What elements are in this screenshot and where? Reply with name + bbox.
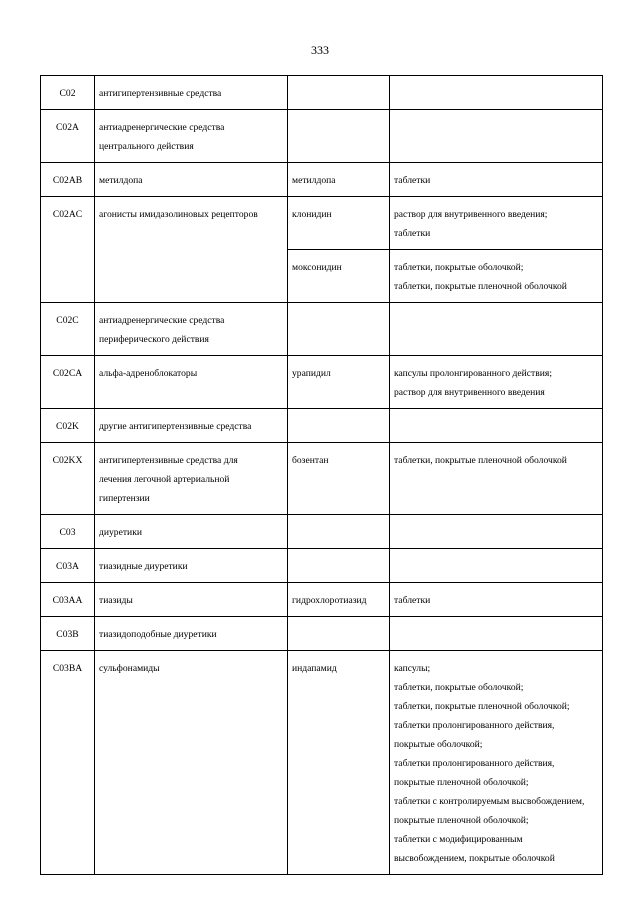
- table-row: [41, 617, 603, 651]
- drug-name-cell: [288, 110, 390, 163]
- dosage-form-cell: [390, 409, 603, 443]
- group-name-cell: тиазиды: [95, 583, 288, 617]
- group-name-cell: антиадренергические средства периферического действия: [95, 303, 288, 356]
- atc-code-cell: C02KX: [41, 443, 95, 515]
- table-row: [41, 409, 603, 443]
- atc-code-cell: C03A: [41, 549, 95, 583]
- group-name-cell: метилдопа: [95, 163, 288, 197]
- table-row: [41, 110, 603, 163]
- medication-table: [40, 75, 603, 875]
- drug-name-cell: урапидил: [288, 356, 390, 409]
- atc-code-cell: C02C: [41, 303, 95, 356]
- atc-code-cell: C03: [41, 515, 95, 549]
- dosage-form-cell: [390, 515, 603, 549]
- drug-name-cell: метилдопа: [288, 163, 390, 197]
- dosage-form-cell: таблетки: [390, 163, 603, 197]
- dosage-form-cell: раствор для внутривенного введения; таблетки: [390, 197, 603, 250]
- atc-code-cell: C02K: [41, 409, 95, 443]
- drug-name-cell: [288, 76, 390, 110]
- group-name-cell: сульфонамиды: [95, 651, 288, 875]
- group-name-cell: альфа-адреноблокаторы: [95, 356, 288, 409]
- dosage-form-cell: капсулы; таблетки, покрытые оболочкой; таблетки, покрытые пленочной оболочкой; таблетки пролонгированного действия, покрытые оболочкой; таблетки пролонгированного действия, покрытые пленочной оболочкой; таблетки с контролируемым высвобождением, покрытые пленочной оболочкой; таблетки с модифицированным высвобождением, покрытые оболочкой: [390, 651, 603, 875]
- dosage-form-cell: таблетки, покрытые оболочкой; таблетки, покрытые пленочной оболочкой: [390, 250, 603, 303]
- table-row: [41, 651, 603, 875]
- atc-code-cell: C02: [41, 76, 95, 110]
- group-name-cell: антигипертензивные средства: [95, 76, 288, 110]
- drug-name-cell: моксонидин: [288, 250, 390, 303]
- table-row: [41, 303, 603, 356]
- drug-name-cell: бозентан: [288, 443, 390, 515]
- dosage-form-cell: капсулы пролонгированного действия; раствор для внутривенного введения: [390, 356, 603, 409]
- group-name-cell: агонисты имидазолиновых рецепторов: [95, 197, 288, 303]
- atc-code-cell: C03B: [41, 617, 95, 651]
- drug-name-cell: [288, 409, 390, 443]
- table-row: [41, 583, 603, 617]
- atc-code-cell: C02AB: [41, 163, 95, 197]
- dosage-form-cell: таблетки, покрытые пленочной оболочкой: [390, 443, 603, 515]
- dosage-form-cell: таблетки: [390, 583, 603, 617]
- drug-name-cell: [288, 549, 390, 583]
- table-row: [41, 76, 603, 110]
- atc-code-cell: C02AC: [41, 197, 95, 303]
- dosage-form-cell: [390, 110, 603, 163]
- table-row: [41, 197, 603, 250]
- drug-name-cell: индапамид: [288, 651, 390, 875]
- drug-name-cell: клонидин: [288, 197, 390, 250]
- dosage-form-cell: [390, 617, 603, 651]
- group-name-cell: другие антигипертензивные средства: [95, 409, 288, 443]
- table-row: [41, 163, 603, 197]
- drug-name-cell: [288, 303, 390, 356]
- drug-name-cell: [288, 515, 390, 549]
- atc-code-cell: C02CA: [41, 356, 95, 409]
- group-name-cell: антигипертензивные средства для лечения легочной артериальной гипертензии: [95, 443, 288, 515]
- group-name-cell: тиазидоподобные диуретики: [95, 617, 288, 651]
- page-number: 333: [311, 43, 329, 57]
- atc-code-cell: C02A: [41, 110, 95, 163]
- group-name-cell: тиазидные диуретики: [95, 549, 288, 583]
- table-row: [41, 549, 603, 583]
- dosage-form-cell: [390, 303, 603, 356]
- atc-code-cell: C03AA: [41, 583, 95, 617]
- group-name-cell: диуретики: [95, 515, 288, 549]
- dosage-form-cell: [390, 76, 603, 110]
- drug-name-cell: гидрохлоротиазид: [288, 583, 390, 617]
- drug-name-cell: [288, 617, 390, 651]
- dosage-form-cell: [390, 549, 603, 583]
- table-row: [41, 443, 603, 515]
- atc-code-cell: C03BA: [41, 651, 95, 875]
- table-row: [41, 515, 603, 549]
- group-name-cell: антиадренергические средства центрального действия: [95, 110, 288, 163]
- table-row: [41, 356, 603, 409]
